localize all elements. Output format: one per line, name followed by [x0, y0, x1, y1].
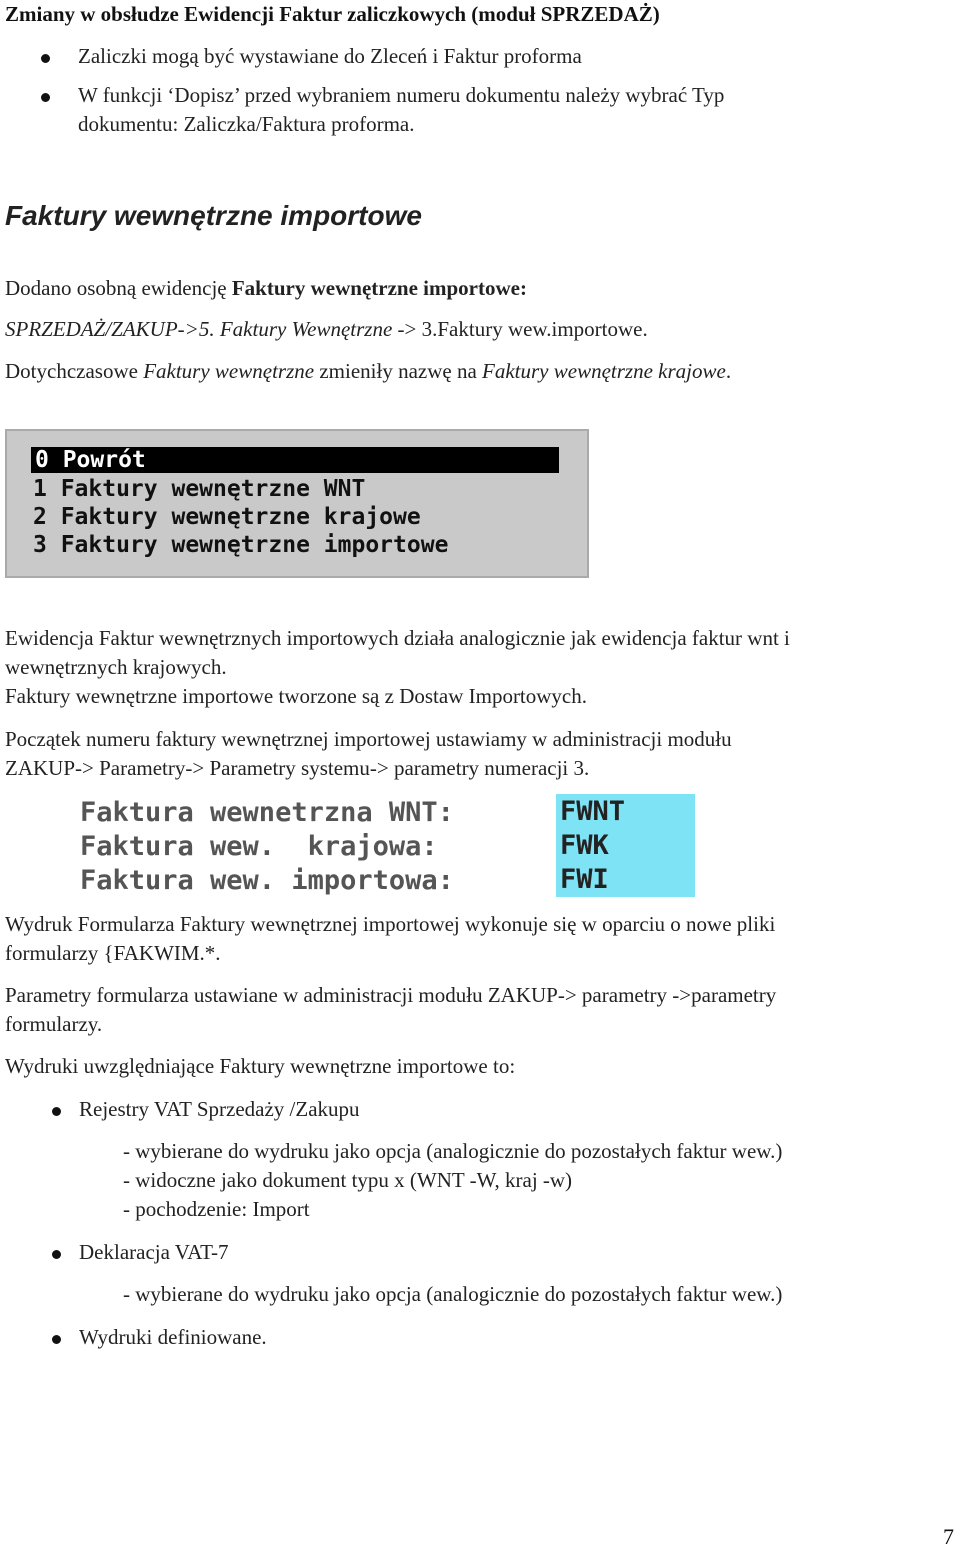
param-label-wnt: Faktura wewnetrzna WNT:	[80, 797, 454, 828]
menu-item-back[interactable]: 0 Powrót	[31, 447, 559, 473]
page-number: 7	[943, 1524, 954, 1549]
param-value-wnt[interactable]: FWNT	[556, 794, 695, 828]
bullet-icon	[41, 54, 50, 63]
text-fragment: zmieniły nazwę na	[314, 359, 483, 383]
text-italic: Faktury wewnętrzne	[143, 359, 315, 383]
text-italic: Faktury wewnętrzne krajowe	[482, 359, 726, 383]
list-subitem: - wybierane do wydruku jako opcja (analogicznie do pozostałych faktur wew.)	[123, 1139, 783, 1163]
bullet-icon	[52, 1335, 61, 1344]
paragraph-path	[5, 317, 648, 342]
param-value-krajowa[interactable]: FWK	[556, 828, 695, 862]
param-label-krajowa: Faktura wew. krajowa:	[80, 831, 438, 862]
paragraph-print-cont: formularzy {FAKWIM.*.	[5, 941, 221, 965]
paragraph-print: Wydruk Formularza Faktury wewnętrznej importowej wykonuje się w oparciu o nowe pliki	[5, 912, 776, 936]
menu-item-wnt[interactable]: 1 Faktury wewnętrzne WNT	[33, 476, 366, 502]
paragraph-imports: Faktury wewnętrzne importowe tworzone są z Dostaw Importowych.	[5, 684, 588, 708]
bullet-icon	[41, 93, 50, 102]
paragraph-bold: Faktury wewnętrzne importowe:	[231, 276, 527, 300]
param-value-importowa[interactable]: FWI	[556, 862, 695, 897]
paragraph-renamed	[5, 359, 731, 384]
list-subitem: - pochodzenie: Import	[123, 1197, 310, 1221]
bullet-icon	[52, 1250, 61, 1259]
intro-bullet-2: W funkcji ‘Dopisz’ przed wybraniem numeru dokumentu należy wybrać Typ	[78, 83, 725, 107]
list-subitem: - wybierane do wydruku jako opcja (analogicznie do pozostałych faktur wew.)	[123, 1282, 783, 1306]
menu-item-importowe[interactable]: 3 Faktury wewnętrzne importowe	[33, 532, 449, 558]
menu-path-rest: -> 3.Faktury wew.importowe.	[397, 317, 648, 341]
intro-bullet-2-cont: dokumentu: Zaliczka/Faktura proforma.	[78, 112, 415, 136]
paragraph-numbering-cont: ZAKUP-> Parametry-> Parametry systemu-> parametry numeracji 3.	[5, 756, 590, 780]
paragraph-numbering: Początek numeru faktury wewnętrznej importowej ustawiamy w administracji modułu	[5, 727, 732, 751]
paragraph-analogous: Ewidencja Faktur wewnętrznych importowych działa analogicznie jak ewidencja faktur wnt i	[5, 626, 790, 650]
list-item-wydruki: Wydruki definiowane.	[79, 1325, 267, 1349]
list-item-rejestry: Rejestry VAT Sprzedaży /Zakupu	[79, 1097, 360, 1121]
text-fragment: .	[725, 359, 732, 383]
terminal-menu-screenshot	[5, 429, 589, 578]
paragraph-prints-intro: Wydruki uwzględniające Faktury wewnętrzne importowe to:	[5, 1054, 516, 1078]
paragraph-analogous-cont: wewnętrznych krajowych.	[5, 655, 227, 679]
bullet-icon	[52, 1107, 61, 1116]
intro-bullet-1: Zaliczki mogą być wystawiane do Zleceń i Faktur proforma	[78, 44, 582, 68]
menu-path-italic: SPRZEDAŻ/ZAKUP->5. Faktury Wewnętrzne	[5, 317, 398, 341]
menu-item-krajowe[interactable]: 2 Faktury wewnętrzne krajowe	[33, 504, 421, 530]
text-fragment: Dotychczasowe	[5, 359, 144, 383]
list-item-deklaracja: Deklaracja VAT-7	[79, 1240, 229, 1264]
page-heading: Zmiany w obsłudze Ewidencji Faktur zaliczkowych (moduł SPRZEDAŻ)	[5, 2, 660, 26]
section-title: Faktury wewnętrzne importowe	[5, 200, 422, 231]
paragraph-form-params: Parametry formularza ustawiane w administracji modułu ZAKUP-> parametry ->parametry	[5, 983, 777, 1007]
paragraph-form-params-cont: formularzy.	[5, 1012, 103, 1036]
param-label-importowa: Faktura wew. importowa:	[80, 865, 454, 896]
paragraph-text: Dodano osobną ewidencję	[5, 276, 232, 300]
list-subitem: - widoczne jako dokument typu x (WNT -W, kraj -w)	[123, 1168, 573, 1192]
paragraph-added	[5, 276, 527, 301]
